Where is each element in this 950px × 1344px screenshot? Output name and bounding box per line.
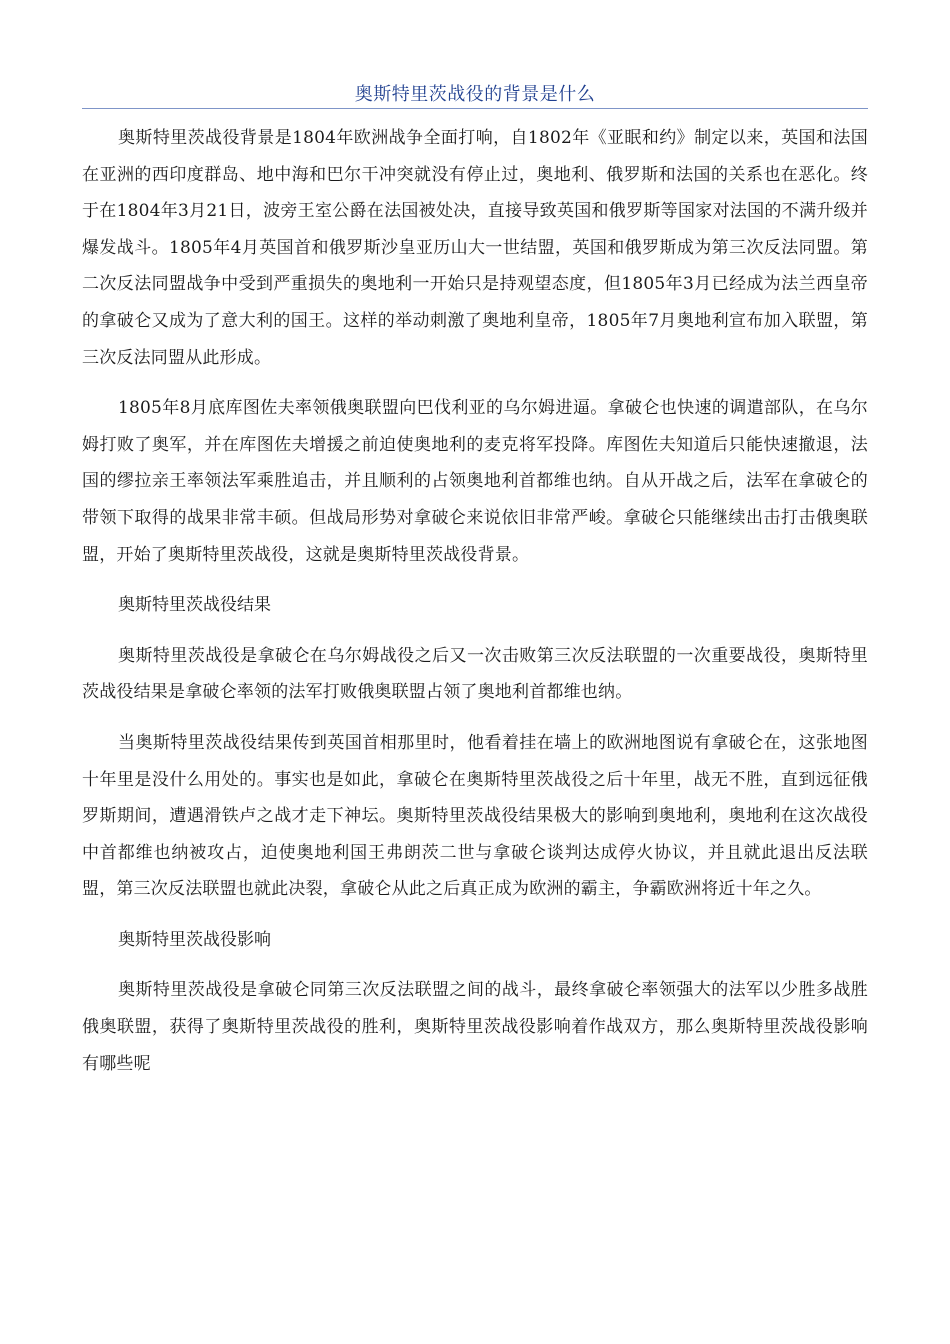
paragraph-impact-1: 奥斯特里茨战役是拿破仑同第三次反法联盟之间的战斗，最终拿破仑率领强大的法军以少胜多战胜俄奥联盟，获得了奥斯特里茨战役的胜利，奥斯特里茨战役影响着作战双方，那么奥斯特里茨战役影响有哪些呢 <box>82 980 868 1074</box>
subheading-battle-result: 奥斯特里茨战役结果 <box>118 595 271 616</box>
paragraph-result-1: 奥斯特里茨战役是拿破仑在乌尔姆战役之后又一次击败第三次反法联盟的一次重要战役，奥斯特里茨战役结果是拿破仑率领的法军打败俄奥联盟占领了奥地利首都维也纳。 <box>82 645 868 703</box>
title-underline-rule <box>82 108 868 109</box>
paragraph-background-1: 奥斯特里茨战役背景是1804年欧洲战争全面打响，自1802年《亚眠和约》制定以来，英国和法国在亚洲的西印度群岛、地中海和巴尔干冲突就没有停止过，奥地利、俄罗斯和法国的关系也在恶化。终于在1804年3月21日，波旁王室公爵在法国被处决，直接导致英国和俄罗斯等国家对法国的不满升级并爆发战斗。1805年4月英国首和俄罗斯沙皇亚历山大一世结盟，英国和俄罗斯成为第三次反法同盟。第二次反法同盟战争中受到严重损失的奥地利一开始只是持观望态度，但1805年3月已经成为法兰西皇帝的拿破仑又成为了意大利的国王。这样的举动刺激了奥地利皇帝，1805年7月奥地利宣布加入联盟，第三次反法同盟从此形成。 <box>82 128 868 368</box>
document-body <box>82 120 868 1096</box>
document-title: 奥斯特里茨战役的背景是什么 <box>354 84 596 105</box>
paragraph-result-2: 当奥斯特里茨战役结果传到英国首相那里时，他看着挂在墙上的欧洲地图说有拿破仑在，这张地图十年里是没什么用处的。事实也是如此，拿破仑在奥斯特里茨战役之后十年里，战无不胜，直到远征俄罗斯期间，遭遇滑铁卢之战才走下神坛。奥斯特里茨战役结果极大的影响到奥地利，奥地利在这次战役中首都维也纳被攻占，迫使奥地利国王弗朗茨二世与拿破仑谈判达成停火协议，并且就此退出反法联盟，第三次反法联盟也就此决裂，拿破仑从此之后真正成为欧洲的霸主，争霸欧洲将近十年之久。 <box>82 732 868 900</box>
paragraph-background-2: 1805年8月底库图佐夫率领俄奥联盟向巴伐利亚的乌尔姆进逼。拿破仑也快速的调遣部队，在乌尔姆打败了奥军，并在库图佐夫增援之前迫使奥地利的麦克将军投降。库图佐夫知道后只能快速撤退，法国的缪拉亲王率领法军乘胜追击，并且顺利的占领奥地利首都维也纳。自从开战之后，法军在拿破仑的带领下取得的战果非常丰硕。但战局形势对拿破仑来说依旧非常严峻。拿破仑只能继续出击打击俄奥联盟，开始了奥斯特里茨战役，这就是奥斯特里茨战役背景。 <box>82 398 868 565</box>
subheading-battle-impact: 奥斯特里茨战役影响 <box>118 929 271 950</box>
